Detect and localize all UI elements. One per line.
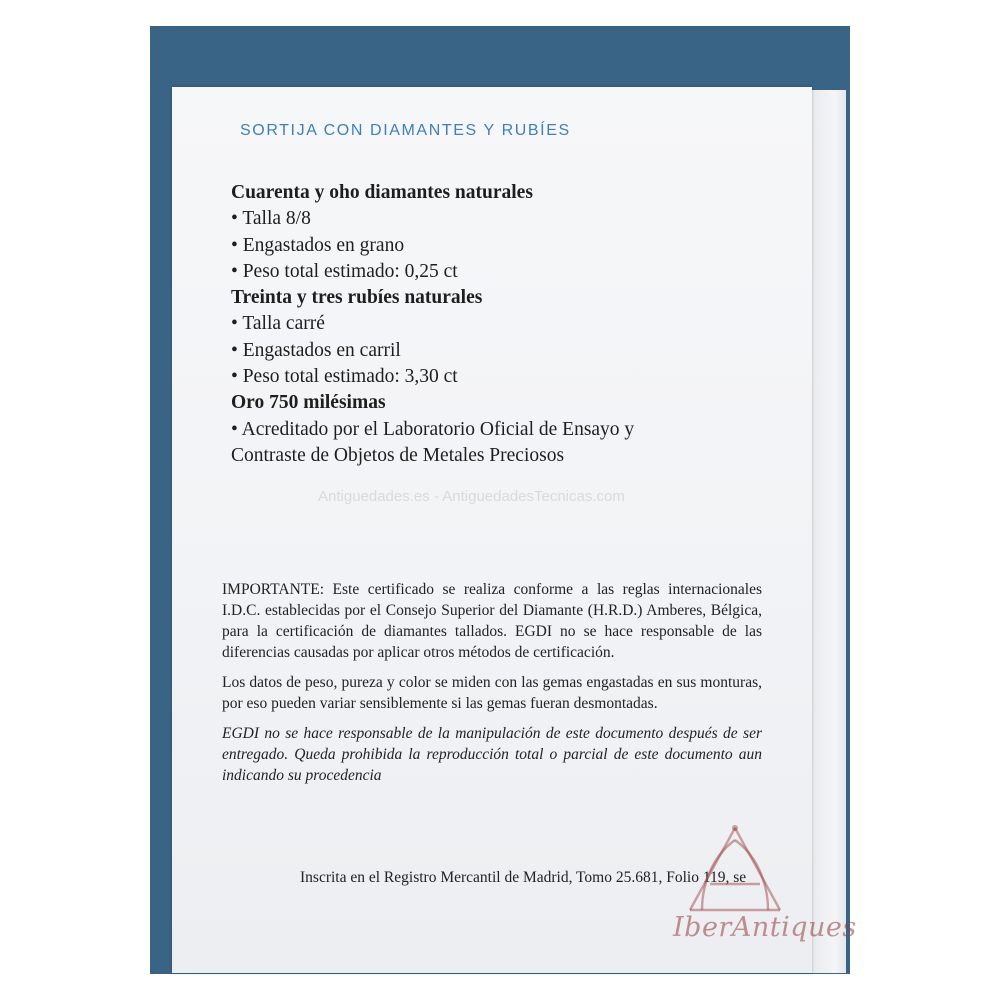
notice-important: IMPORTANTE: Este certificado se realiza conforme a las reglas internacionales I.D.C. establecidas por el Consejo Superior del Diamante (H.R.D.) Amberes, Bélgica, para la certificación de diamantes tallados. EGDI no se hace responsable de las diferencias causadas por aplicar otros métodos de certificación. <box>222 581 762 661</box>
notice-disclaimer: EGDI no se hace responsable de la manipulación de este documento después de ser entregado. Queda prohibida la reproducción total o parcial de este documento aun indicando su procedencia <box>222 725 762 784</box>
notice-block <box>222 579 762 795</box>
notice-measurement: Los datos de peso, pureza y color se miden con las gemas engastadas en sus monturas, por eso pueden variar sensiblemente si las gemas fueran desmontadas. <box>222 674 762 712</box>
spec-line: • Talla 8/8 <box>231 208 311 230</box>
spec-line: • Acreditado por el Laboratorio Oficial de Ensayo y <box>231 418 635 440</box>
spec-line: Contraste de Objetos de Metales Preciosos <box>231 444 565 466</box>
spec-line: • Engastados en carril <box>231 339 401 361</box>
spec-line: • Talla carré <box>231 313 325 335</box>
specifications-list <box>231 180 791 469</box>
background-edge-strip <box>846 26 850 974</box>
iberantiques-logo-icon <box>650 818 820 968</box>
spec-line: • Engastados en grano <box>231 234 405 256</box>
spec-line: • Peso total estimado: 0,25 ct <box>231 260 458 282</box>
spec-line: • Peso total estimado: 3,30 ct <box>231 366 458 388</box>
spec-line-rubies: Treinta y tres rubíes naturales <box>231 287 483 309</box>
registry-line: Inscrita en el Registro Mercantil de Madrid, Tomo 25.681, Folio 119, se <box>300 869 747 886</box>
spec-line-diamonds: Cuarenta y oho diamantes naturales <box>231 182 533 203</box>
logo-watermark-text: IberAntiques <box>673 912 857 943</box>
document-heading: SORTIJA CON DIAMANTES Y RUBÍES <box>240 122 571 139</box>
watermark-text: Antiguedades.es - AntiguedadesTecnicas.com <box>318 488 625 505</box>
spec-line-gold: Oro 750 milésimas <box>231 392 386 414</box>
